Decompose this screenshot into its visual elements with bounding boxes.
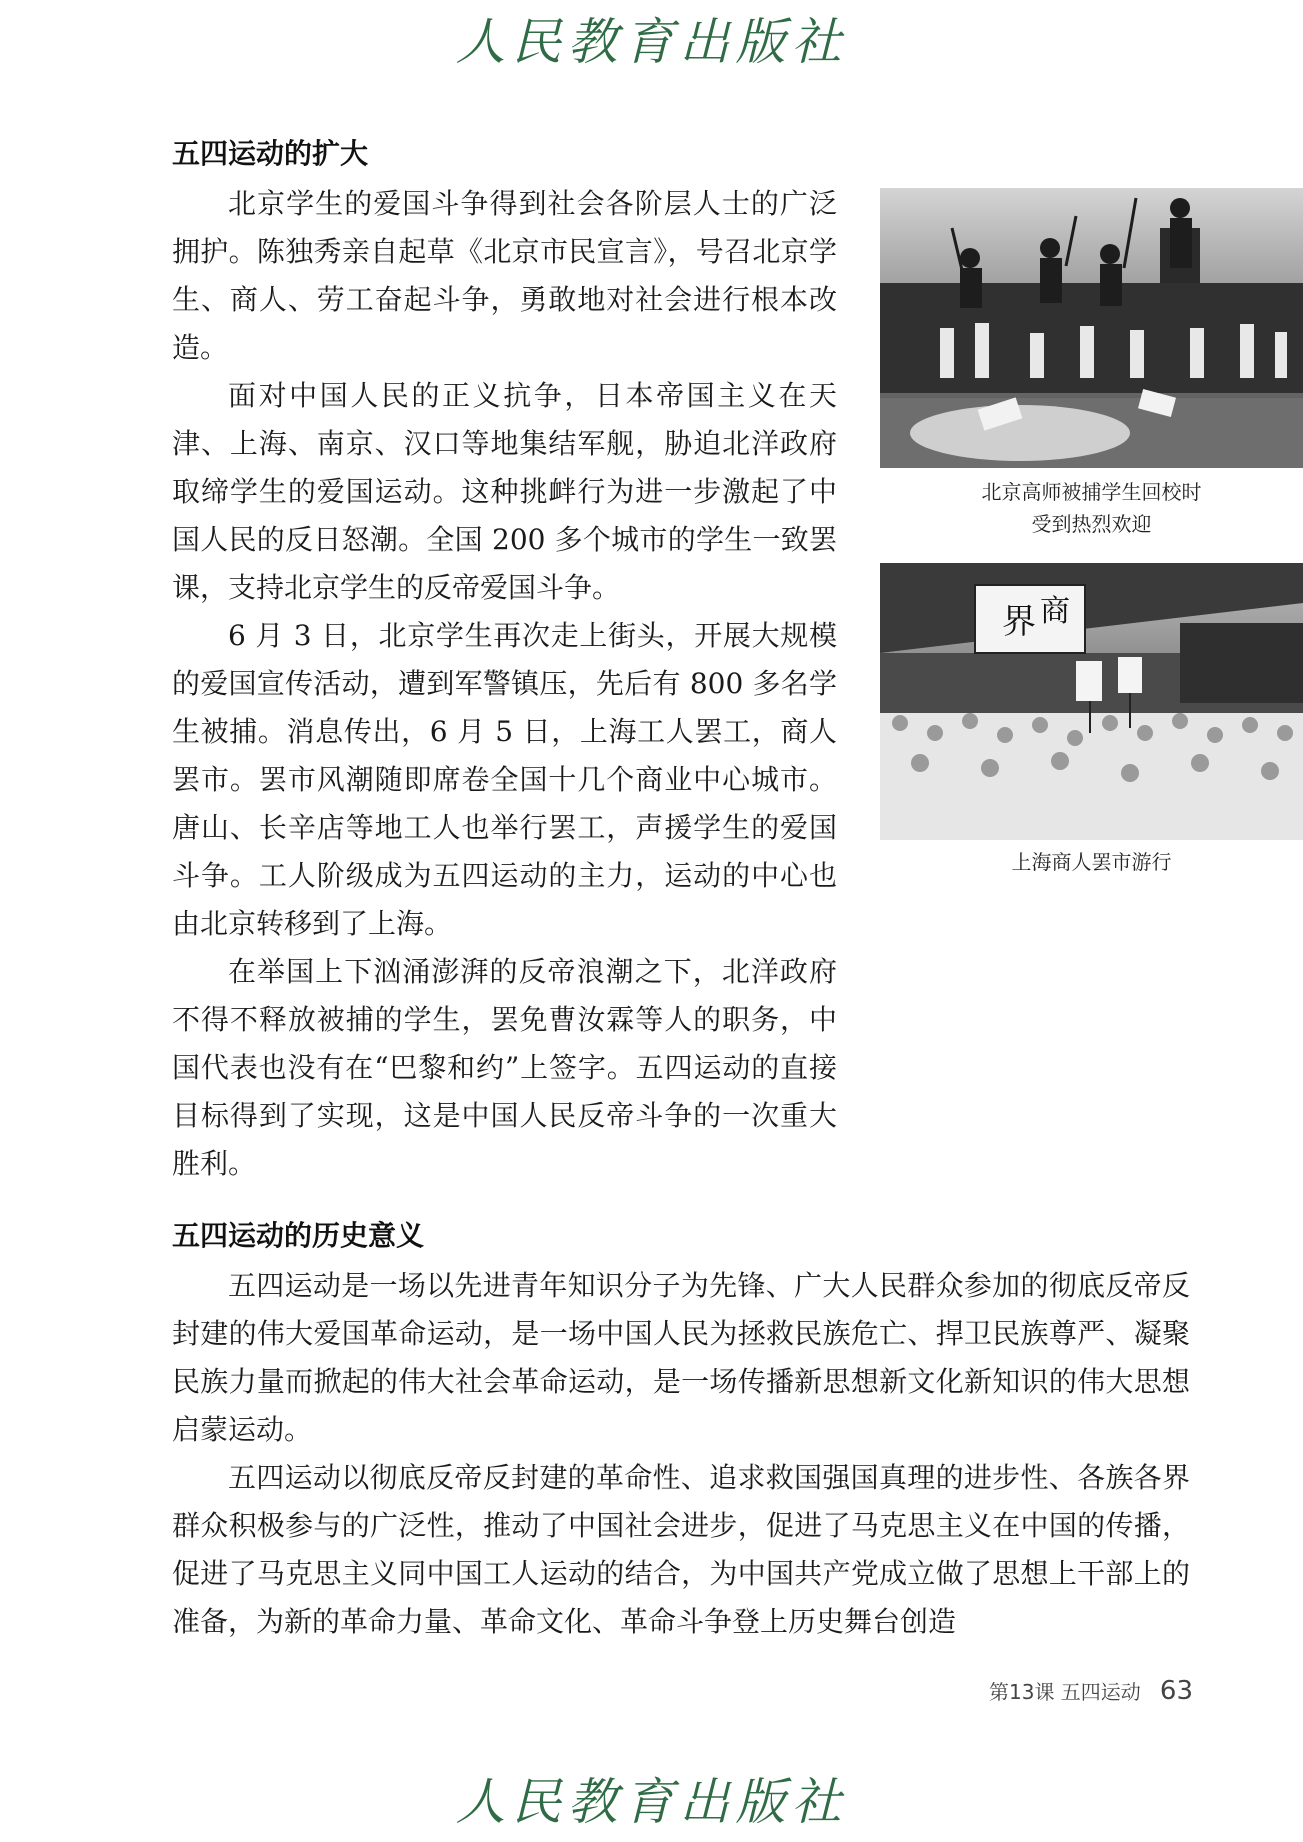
publisher-watermark-top: 人民教育出版社 bbox=[455, 13, 848, 71]
caption-line: 北京高师被捕学生回校时 bbox=[981, 480, 1202, 504]
photo-caption bbox=[870, 476, 1303, 540]
lesson-title: 第13课 五四运动 bbox=[989, 1680, 1141, 1704]
paragraph: 6 月 3 日，北京学生再次走上街头，开展大规模的爱国宣传活动，遭到军警镇压，先后有 800 多名学生被捕。消息传出，6 月 5 日，上海工人罢工，商人罢市。罢市风潮随即席卷全国十几个商业中心城市。唐山、长辛店等地工人也举行罢工，声援学生的爱国斗争。工人阶级成为五四运动的主力，运动的中心也由北京转移到了上海。 bbox=[172, 619, 837, 940]
banner-sign-text: 界 bbox=[1002, 602, 1036, 642]
photo-caption bbox=[870, 846, 1303, 878]
section-heading-significance: 五四运动的历史意义 bbox=[172, 1219, 425, 1252]
page-footer bbox=[989, 1676, 1193, 1706]
paragraph: 面对中国人民的正义抗争，日本帝国主义在天津、上海、南京、汉口等地集结军舰，胁迫北洋政府取缔学生的爱国运动。这种挑衅行为进一步激起了中国人民的反日怒潮。全国 200 多个城市的学生一致罢课，支持北京学生的反帝爱国斗争。 bbox=[172, 379, 837, 604]
paragraph: 在举国上下汹涌澎湃的反帝浪潮之下，北洋政府不得不释放被捕的学生，罢免曹汝霖等人的职务，中国代表也没有在“巴黎和约”上签字。五四运动的直接目标得到了实现，这是中国人民反帝斗争的一次重大胜利。 bbox=[172, 955, 837, 1180]
section-heading-expansion: 五四运动的扩大 bbox=[172, 137, 369, 170]
page-number: 63 bbox=[1159, 1676, 1193, 1706]
photo-students-welcomed bbox=[880, 188, 1303, 468]
paragraph: 五四运动以彻底反帝反封建的革命性、追求救国强国真理的进步性、各族各界群众积极参与的广泛性，推动了中国社会进步，促进了马克思主义在中国的传播，促进了马克思主义同中国工人运动的结合，为中国共产党成立做了思想上干部上的准备，为新的革命力量、革命文化、革命斗争登上历史舞台创造 bbox=[172, 1461, 1190, 1638]
banner-sign-text: 商 bbox=[1040, 594, 1070, 629]
section-expansion-body bbox=[172, 180, 837, 1188]
photo-shanghai-merchants-parade bbox=[880, 563, 1303, 840]
caption-line: 受到热烈欢迎 bbox=[1031, 512, 1152, 536]
section-significance-body bbox=[172, 1262, 1190, 1646]
caption-line: 上海商人罢市游行 bbox=[1011, 850, 1172, 874]
paragraph: 五四运动是一场以先进青年知识分子为先锋、广大人民群众参加的彻底反帝反封建的伟大爱国革命运动，是一场中国人民为拯救民族危亡、捍卫民族尊严、凝聚民族力量而掀起的伟大社会革命运动，是一场传播新思想新文化新知识的伟大思想启蒙运动。 bbox=[172, 1269, 1190, 1446]
publisher-watermark-bottom: 人民教育出版社 bbox=[455, 1773, 848, 1831]
paragraph: 北京学生的爱国斗争得到社会各阶层人士的广泛拥护。陈独秀亲自起草《北京市民宣言》，号召北京学生、商人、劳工奋起斗争，勇敢地对社会进行根本改造。 bbox=[172, 187, 837, 364]
